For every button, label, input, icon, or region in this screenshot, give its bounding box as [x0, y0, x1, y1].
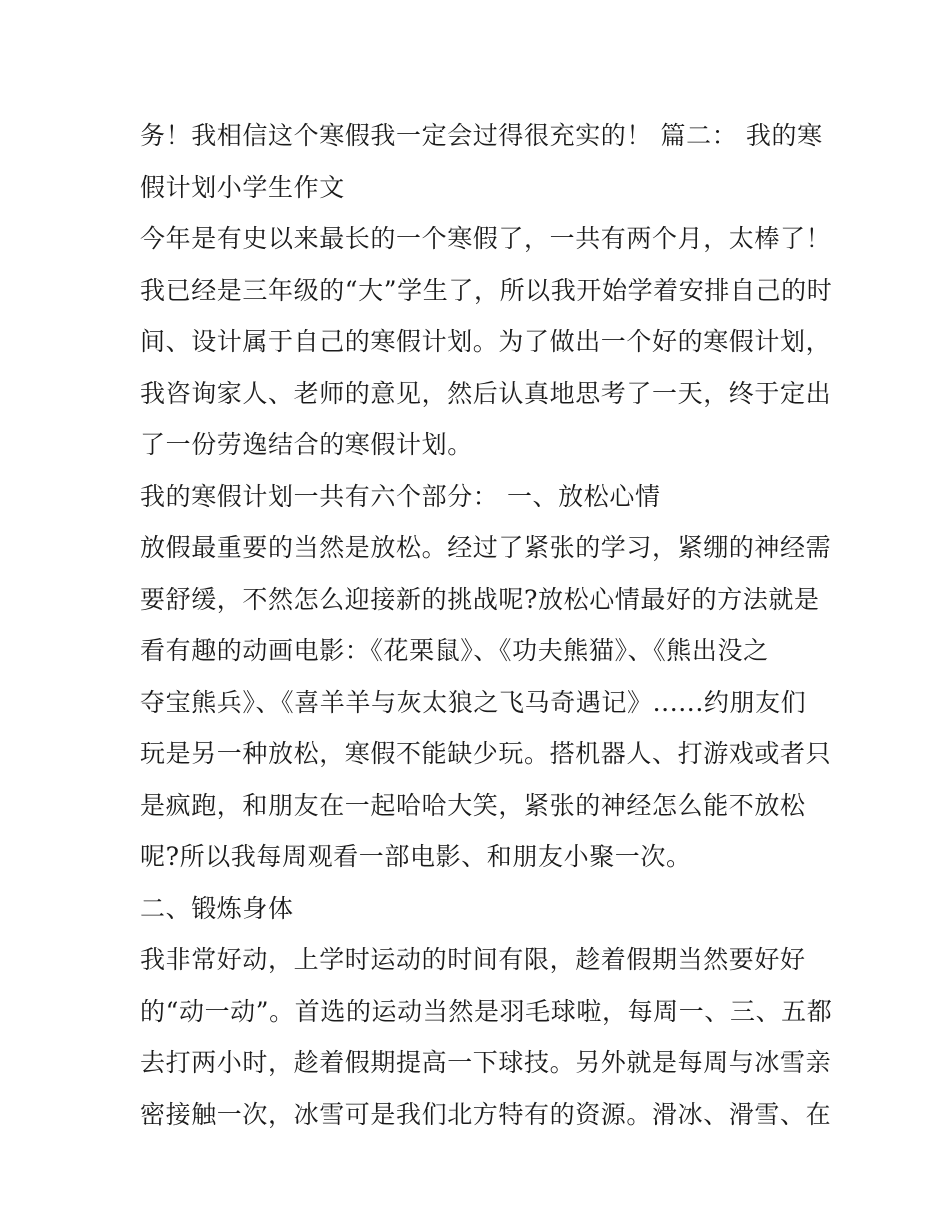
text-line: 看有趣的动画电影：《花栗鼠》、《功夫熊猫》、《熊出没之 — [140, 636, 769, 665]
text-line: 务！我相信这个寒假我一定会过得很充实的！ 篇二： 我的寒 — [140, 121, 823, 150]
text-line: 玩是另一种放松，寒假不能缺少玩。搭机器人、打游戏或者只 — [140, 739, 832, 768]
text-line: 呢?所以我每周观看一部电影、和朋友小聚一次。 — [140, 842, 692, 871]
text-line: 密接触一次，冰雪可是我们北方特有的资源。滑冰、滑雪、在 — [140, 1099, 832, 1129]
text-line: 我的寒假计划一共有六个部分： 一、放松心情 — [140, 481, 661, 511]
text-line: 二、锻炼身体 — [140, 893, 294, 923]
text-line: 夺宝熊兵》、《喜羊羊与灰太狼之飞马奇遇记》......约朋友们 — [140, 687, 807, 717]
text-line: 间、设计属于自己的寒假计划。为了做出一个好的寒假计划， — [140, 327, 832, 356]
text-line: 今年是有史以来最长的一个寒假了，一共有两个月，太棒了！ — [140, 224, 832, 253]
text-line: 的“动一动”。首选的运动当然是羽毛球啦，每周一、三、五都 — [140, 996, 833, 1026]
text-line: 放假最重要的当然是放松。经过了紧张的学习，紧绷的神经需 — [140, 533, 832, 562]
text-line: 了一份劳逸结合的寒假计划。 — [140, 430, 473, 459]
text-line: 要舒缓，不然怎么迎接新的挑战呢?放松心情最好的方法就是 — [140, 584, 820, 614]
text-line: 我已经是三年级的“大”学生了，所以我开始学着安排自己的时 — [140, 275, 833, 305]
text-line: 假计划小学生作文 — [140, 172, 345, 202]
document-body — [140, 110, 833, 1140]
text-line: 去打两小时，趁着假期提高一下球技。另外就是每周与冰雪亲 — [140, 1048, 832, 1077]
text-line: 我咨询家人、老师的意见，然后认真地思考了一天，终于定出 — [140, 378, 832, 408]
text-line: 我非常好动，上学时运动的时间有限，趁着假期当然要好好 — [140, 945, 806, 974]
text-line: 是疯跑，和朋友在一起哈哈大笑，紧张的神经怎么能不放松 — [140, 790, 806, 820]
